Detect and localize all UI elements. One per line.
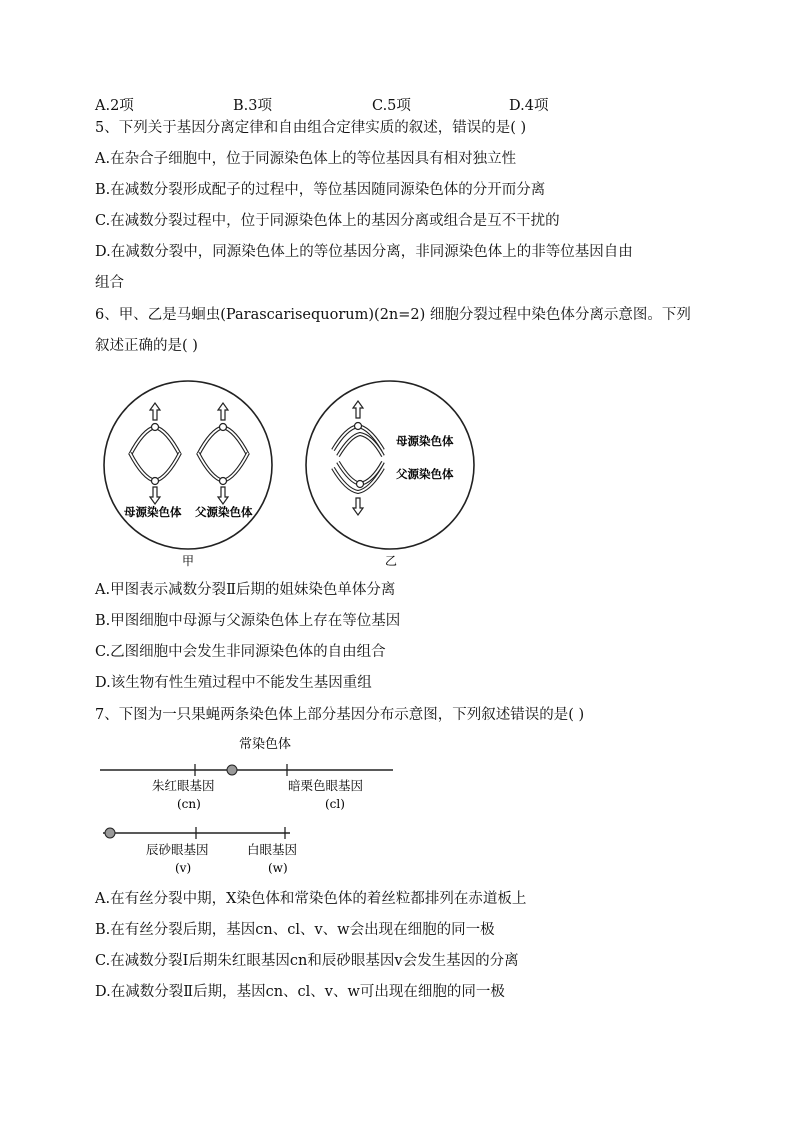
gene-cl-symbol: (cl)	[325, 797, 345, 811]
gene-w-symbol: (w)	[268, 861, 288, 875]
q5-option-c: C.在减数分裂过程中，位于同源染色体上的基因分离或组合是互不干扰的	[95, 213, 560, 229]
yi-label-maternal: 母源染色体	[396, 434, 454, 448]
q6-stem-line1: 6、甲、乙是马蛔虫(Parascarisequorum)(2n=2) 细胞分裂过程中染色体分离示意图。下列	[95, 307, 691, 323]
yi-cell	[306, 381, 474, 568]
q6-figure	[100, 370, 490, 575]
q7-stem: 7、下图为一只果蝇两条染色体上部分基因分布示意图，下列叙述错误的是( )	[95, 707, 585, 723]
q4-option-a: A.2项	[95, 98, 134, 114]
autosome-label: 常染色体	[239, 737, 292, 752]
q4-option-c: C.5项	[372, 98, 411, 114]
q7-option-a: A.在有丝分裂中期，X染色体和常染色体的着丝粒都排列在赤道板上	[95, 891, 527, 907]
q5-option-d: D.在减数分裂中，同源染色体上的等位基因分离，非同源染色体上的非等位基因自由	[95, 244, 633, 260]
gene-w-name: 白眼基因	[247, 842, 298, 857]
jia-cell	[104, 381, 272, 568]
jia-label-maternal: 母源染色体	[124, 505, 182, 519]
yi-label-paternal: 父源染色体	[396, 467, 454, 481]
q7-option-d: D.在减数分裂Ⅱ后期，基因cn、cl、v、w可出现在细胞的同一极	[95, 984, 505, 1000]
yi-caption: 乙	[385, 554, 398, 568]
gene-v-name: 辰砂眼基因	[146, 842, 209, 857]
q7-gene-map-figure	[95, 730, 405, 880]
gene-cn-symbol: (cn)	[177, 797, 201, 811]
autosome-centromere	[227, 765, 237, 775]
jia-label-paternal: 父源染色体	[195, 505, 253, 519]
x-chromosome-centromere	[105, 828, 115, 838]
q6-option-a: A.甲图表示减数分裂Ⅱ后期的姐妹染色单体分离	[95, 582, 396, 598]
jia-caption: 甲	[182, 554, 195, 568]
q4-option-b: B.3项	[233, 98, 272, 114]
q5-stem: 5、下列关于基因分离定律和自由组合定律实质的叙述，错误的是( )	[95, 120, 527, 136]
q5-option-d-cont: 组合	[95, 275, 124, 291]
gene-cl-name: 暗栗色眼基因	[288, 778, 364, 793]
q7-option-b: B.在有丝分裂后期，基因cn、cl、v、w会出现在细胞的同一极	[95, 922, 495, 938]
gene-cn-name: 朱红眼基因	[152, 778, 215, 793]
q4-option-d: D.4项	[509, 98, 549, 114]
q6-option-d: D.该生物有性生殖过程中不能发生基因重组	[95, 675, 372, 691]
q6-option-c: C.乙图细胞中会发生非同源染色体的自由组合	[95, 644, 386, 660]
q7-option-c: C.在减数分裂Ⅰ后期朱红眼基因cn和辰砂眼基因v会发生基因的分离	[95, 953, 519, 969]
q6-stem-line2: 叙述正确的是( )	[95, 338, 198, 354]
q5-option-a: A.在杂合子细胞中，位于同源染色体上的等位基因具有相对独立性	[95, 151, 517, 167]
q5-option-b: B.在减数分裂形成配子的过程中，等位基因随同源染色体的分开而分离	[95, 182, 546, 198]
q6-option-b: B.甲图细胞中母源与父源染色体上存在等位基因	[95, 613, 401, 629]
gene-v-symbol: (v)	[175, 861, 192, 875]
